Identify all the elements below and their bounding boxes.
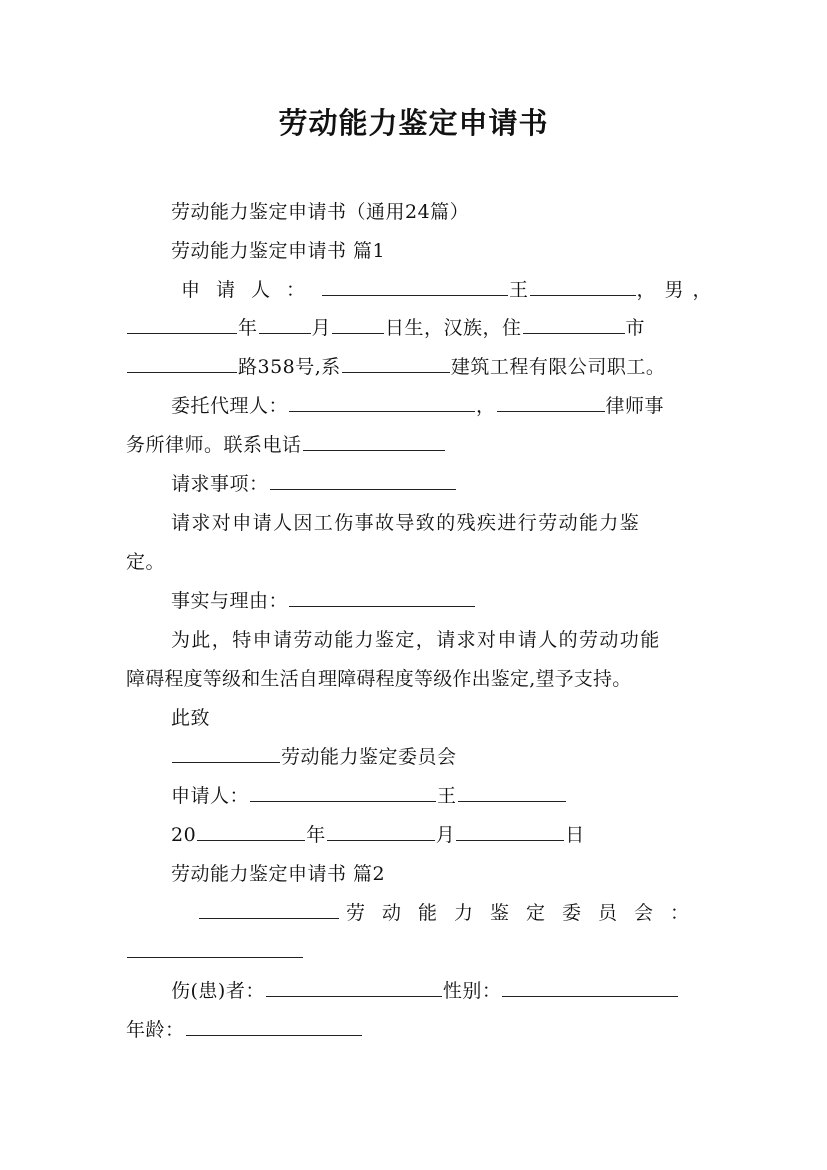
facts-label: 事实与理由： bbox=[171, 590, 289, 612]
employer-line bbox=[126, 352, 706, 382]
committee-address-blank bbox=[199, 898, 339, 919]
document-subtitle: 劳动能力鉴定申请书（通用24篇） bbox=[171, 201, 470, 223]
company-blank bbox=[342, 352, 450, 373]
signature-given-blank bbox=[458, 781, 566, 802]
applicant-line bbox=[126, 275, 721, 305]
date-line bbox=[126, 820, 706, 850]
committee-address-continuation bbox=[126, 937, 706, 967]
agent-name-blank bbox=[289, 391, 475, 412]
body-text-1: 为此，特申请劳动能力鉴定，请求对申请人的劳动功能 bbox=[171, 629, 661, 651]
birth-month-blank bbox=[259, 313, 311, 334]
born-text: 日生，汉族，住 bbox=[385, 317, 522, 339]
request-text-2: 定。 bbox=[126, 551, 166, 573]
agent-label: 委托代理人： bbox=[171, 395, 289, 417]
wang-text: 王 bbox=[509, 279, 529, 301]
city-label: 市 bbox=[625, 317, 646, 339]
age-line bbox=[126, 1015, 706, 1045]
month-label: 月 bbox=[311, 317, 332, 339]
document-title: 劳动能力鉴定申请书 bbox=[278, 106, 549, 140]
committee-address-text: 劳动能力鉴定委员会： bbox=[345, 902, 706, 924]
residence-blank bbox=[523, 313, 625, 334]
committee-blank bbox=[172, 742, 280, 763]
gender-blank bbox=[502, 976, 678, 997]
injured-label: 伤(患)者： bbox=[171, 980, 265, 1002]
facts-blank bbox=[289, 586, 475, 607]
road-text: 路358号,系 bbox=[238, 356, 341, 378]
agent-comma: ， bbox=[476, 395, 496, 417]
lawyer-text-start: 律师事 bbox=[605, 395, 665, 417]
committee-text: 劳动能力鉴定委员会 bbox=[281, 746, 457, 768]
request-label: 请求事项： bbox=[171, 473, 269, 495]
age-label: 年龄： bbox=[126, 1019, 185, 1041]
date-day-label: 日 bbox=[565, 824, 585, 846]
injured-line bbox=[126, 976, 706, 1006]
committee-address-line bbox=[126, 898, 706, 928]
section-heading-1: 劳动能力鉴定申请书 篇1 bbox=[171, 240, 386, 262]
signature-line bbox=[126, 781, 706, 811]
lawyer-line bbox=[126, 430, 706, 460]
request-blank bbox=[270, 469, 456, 490]
body-text-2: 障碍程度等级和生活自理障碍程度等级作出鉴定,望予支持。 bbox=[126, 668, 632, 690]
birth-line bbox=[126, 313, 706, 343]
applicant-label: 申请人： bbox=[181, 279, 322, 301]
facts-line bbox=[126, 586, 706, 616]
law-firm-blank bbox=[497, 391, 605, 412]
age-blank bbox=[186, 1015, 362, 1036]
applicant-given-blank bbox=[530, 275, 636, 296]
birth-year-blank bbox=[127, 313, 237, 334]
committee-address-blank-2 bbox=[127, 937, 303, 958]
date-month-label: 月 bbox=[435, 824, 456, 846]
gender-text: ，男， bbox=[636, 279, 721, 301]
signature-label: 申请人： bbox=[171, 785, 250, 807]
gender-label: 性别： bbox=[442, 980, 502, 1002]
signature-blank bbox=[250, 781, 436, 802]
year-label: 年 bbox=[238, 317, 258, 339]
phone-blank bbox=[303, 430, 445, 451]
company-text: 建筑工程有限公司职工。 bbox=[450, 356, 666, 378]
birth-day-blank bbox=[332, 313, 384, 334]
request-line bbox=[126, 469, 706, 499]
road-blank bbox=[127, 352, 237, 373]
date-prefix: 20 bbox=[171, 824, 197, 846]
salutation: 此致 bbox=[171, 707, 211, 729]
injured-name-blank bbox=[266, 976, 442, 997]
agent-line bbox=[126, 391, 706, 421]
request-text-1: 请求对申请人因工伤事故导致的残疾进行劳动能力鉴 bbox=[171, 512, 641, 534]
signature-wang: 王 bbox=[437, 785, 457, 807]
committee-line bbox=[126, 742, 706, 772]
date-year-blank bbox=[197, 820, 305, 841]
applicant-name-blank bbox=[322, 275, 508, 296]
section-heading-2: 劳动能力鉴定申请书 篇2 bbox=[171, 863, 386, 885]
date-day-blank bbox=[456, 820, 564, 841]
lawyer-text-end: 务所律师。联系电话 bbox=[126, 434, 302, 456]
date-year-label: 年 bbox=[306, 824, 326, 846]
date-month-blank bbox=[327, 820, 435, 841]
